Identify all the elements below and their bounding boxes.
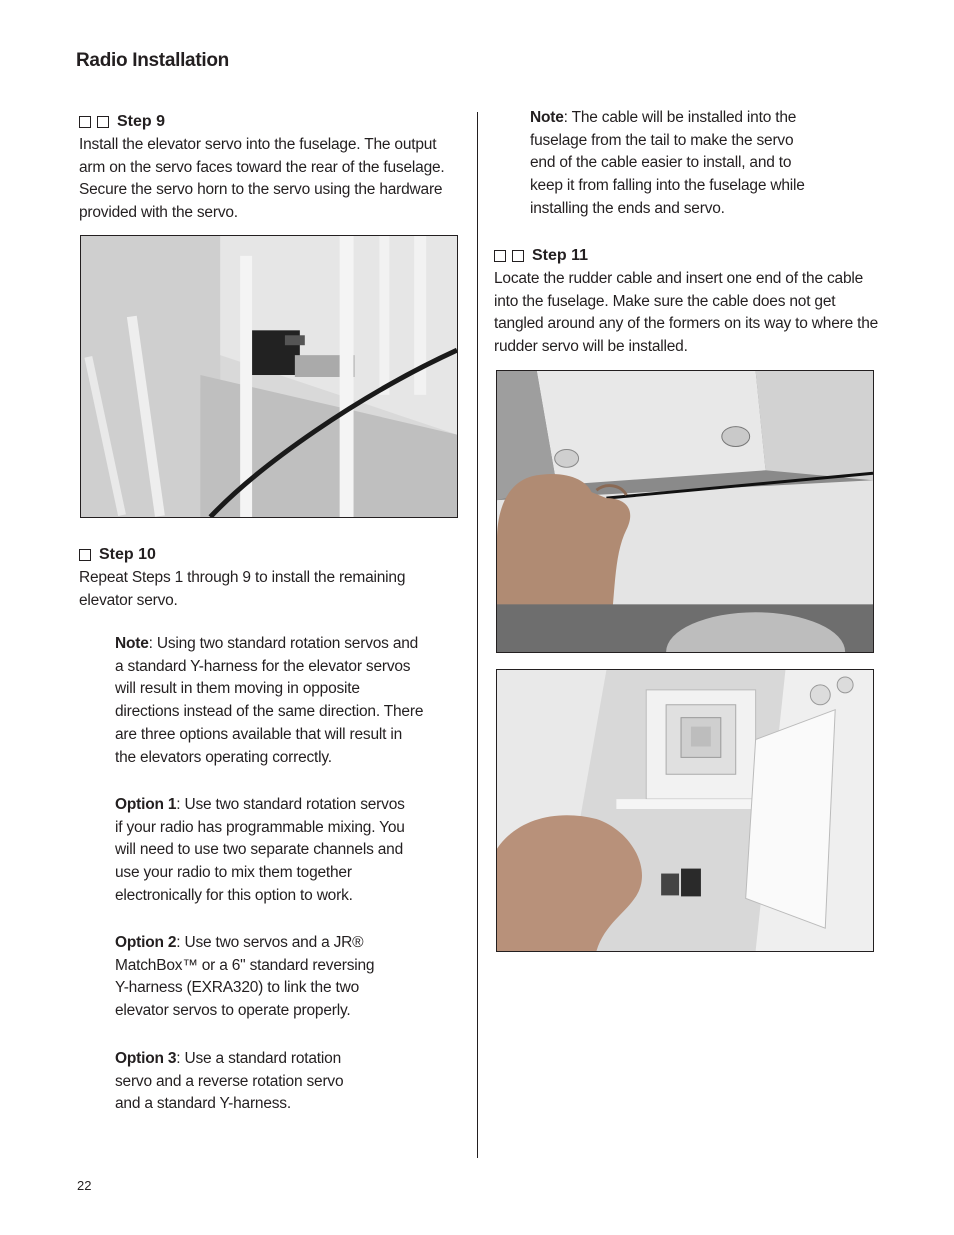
option2-block (115, 932, 375, 1023)
checkbox-icon[interactable] (512, 250, 524, 262)
step11-block (494, 244, 879, 359)
option3-label: Option 3 (115, 1050, 177, 1067)
option1-text: : Use two standard rotation servos if your radio has programmable mixing. You will need to use two separate channels and use your radio to mix them together electronically for this option to work. (115, 796, 405, 904)
step11-heading (494, 244, 879, 268)
step10-heading (79, 543, 464, 567)
note-text: : The cable will be installed into the fuselage from the tail to make the servo end of the cable easier to install, and to keep it from falling into the fuselage while installing the ends and servo. (530, 109, 805, 217)
photo-fuselage-interior (496, 669, 874, 952)
checkbox-icon[interactable] (79, 116, 91, 128)
checkbox-icon[interactable] (79, 549, 91, 561)
checkbox-icon[interactable] (97, 116, 109, 128)
option1-label: Option 1 (115, 796, 177, 813)
step10-text: Repeat Steps 1 through 9 to install the remaining elevator servo. (79, 569, 406, 609)
page-number: 22 (77, 1178, 92, 1193)
step10-label: Step 10 (99, 546, 156, 563)
step10-note (115, 633, 425, 769)
option3-text: : Use a standard rotation servo and a reverse rotation servo and a standard Y-harness. (115, 1050, 344, 1113)
step10-note-paragraph (115, 633, 425, 769)
step11-label: Step 11 (532, 247, 589, 264)
checkbox-icon[interactable] (494, 250, 506, 262)
option2-text: : Use two servos and a JR® MatchBox™ or a 6" standard reversing Y-harness (EXRA320) to link the two elevator servos to operate properly. (115, 934, 375, 1020)
option1-paragraph (115, 794, 415, 908)
note-text: : Using two standard rotation servos and a standard Y-harness for the elevator servos will result in them moving in opposite directions instead of the same direction. There are three options available that will result in the elevators operating correctly. (115, 635, 424, 766)
photo-rudder-cable-insert (496, 370, 874, 653)
section-title: Radio Installation (76, 50, 229, 71)
step9-text: Install the elevator servo into the fuselage. The output arm on the servo faces toward the rear of the fuselage. Secure the servo horn to the servo using the hardware provided with the servo. (79, 136, 445, 222)
note-label: Note (115, 635, 149, 652)
option1-block (115, 794, 415, 908)
right-note-paragraph (530, 107, 810, 221)
option2-paragraph (115, 932, 375, 1023)
note-label: Note (530, 109, 564, 126)
step11-text: Locate the rudder cable and insert one end of the cable into the fuselage. Make sure the cable does not get tangled around any of the formers on its way to where the rudder servo will be installed. (494, 270, 879, 356)
step10-block (79, 543, 464, 612)
photo-elevator-servo (80, 235, 458, 518)
option2-label: Option 2 (115, 934, 177, 951)
column-divider (477, 112, 478, 1158)
step9-label: Step 9 (117, 113, 166, 130)
right-note (530, 107, 810, 221)
step9-heading (79, 110, 464, 134)
option3-block (115, 1048, 350, 1116)
option3-paragraph (115, 1048, 350, 1116)
left-column (79, 110, 464, 225)
